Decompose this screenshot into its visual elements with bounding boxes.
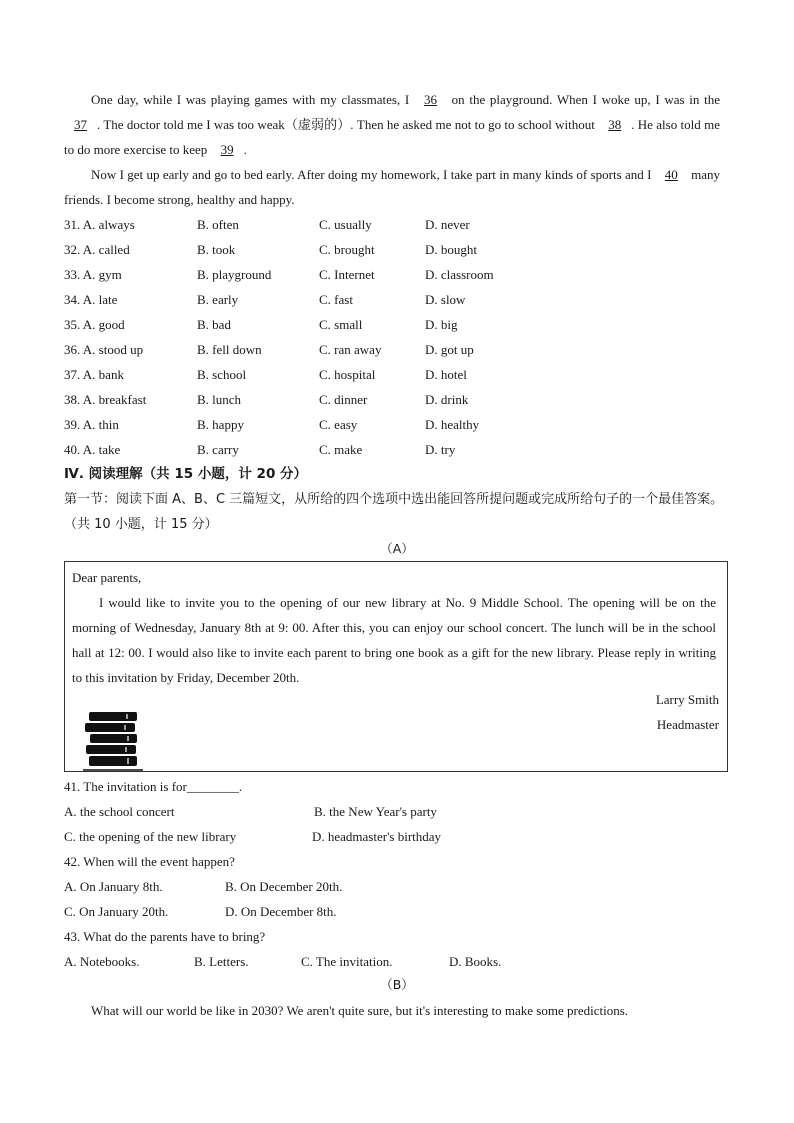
option-row — [64, 387, 724, 412]
option-choice: D. drink — [425, 392, 469, 407]
option-choice: C. fast — [319, 292, 353, 307]
answer-choice: A. the school concert — [64, 804, 175, 819]
passage-b-intro: What will our world be like in 2030? We aren't quite sure, but it's interesting to make some predictions. — [91, 1003, 628, 1018]
section-title: Ⅳ. 阅读理解（共 15 小题，计 20 分） — [64, 466, 308, 482]
answer-row — [64, 799, 724, 824]
option-choice: D. never — [425, 217, 470, 232]
option-choice: B. often — [197, 217, 239, 232]
answer-choice: B. the New Year's party — [314, 804, 437, 819]
cloze-text: many friends. I become strong, healthy and happy. — [64, 167, 720, 207]
option-choice: 40. A. take — [64, 442, 121, 457]
option-row — [64, 237, 724, 262]
option-choice: C. Internet — [319, 267, 375, 282]
answer-choice: B. On December 20th. — [225, 879, 343, 894]
passage-a-label: （A） — [380, 541, 414, 556]
cloze-text: . The doctor told me I was too weak（虚弱的）. Then he asked me not to go to school without — [97, 117, 599, 132]
option-row — [64, 337, 724, 362]
blank-36: 36 — [423, 92, 437, 107]
cloze-text: on the playground. When I woke up, I was in the — [446, 92, 720, 107]
option-choice: C. usually — [319, 217, 372, 232]
question-stem: 41. The invitation is for________. — [64, 779, 243, 794]
answer-choice: A. On January 8th. — [64, 879, 163, 894]
option-choice: C. hospital — [319, 367, 376, 382]
option-row — [64, 262, 724, 287]
option-choice: B. bad — [197, 317, 231, 332]
option-choice: 33. A. gym — [64, 267, 122, 282]
option-choice: B. lunch — [197, 392, 242, 407]
option-choice: 35. A. good — [64, 317, 125, 332]
answer-choice: D. Books. — [449, 954, 502, 969]
option-choice: B. playground — [197, 267, 272, 282]
option-row — [64, 212, 724, 237]
option-row — [64, 412, 724, 437]
answer-choice: C. The invitation. — [301, 954, 393, 969]
option-choice: C. small — [319, 317, 363, 332]
option-choice: B. happy — [197, 417, 244, 432]
option-choice: B. fell down — [197, 342, 262, 357]
option-choice: 32. A. called — [64, 242, 130, 257]
option-choice: C. make — [319, 442, 363, 457]
option-choice: B. took — [197, 242, 236, 257]
option-choice: 31. A. always — [64, 217, 135, 232]
option-row — [64, 287, 724, 312]
blank-39: 39 — [220, 142, 234, 157]
option-choice: C. dinner — [319, 392, 368, 407]
signature-name: Larry Smith — [655, 692, 719, 707]
blank-37: 37 — [74, 117, 87, 132]
option-choice: D. healthy — [425, 417, 480, 432]
answer-choice: D. headmaster's birthday — [312, 829, 442, 844]
answer-row — [64, 949, 724, 974]
option-choice: B. carry — [197, 442, 239, 457]
answer-row — [64, 824, 724, 849]
signature-title: Headmaster — [656, 717, 719, 732]
cloze-text: . — [243, 142, 247, 157]
question-stem: 43. What do the parents have to bring? — [64, 929, 266, 944]
books-stack-icon — [83, 710, 143, 772]
cloze-text: One day, while I was playing games with my classmates, I — [91, 92, 414, 107]
option-choice: B. school — [197, 367, 247, 382]
option-choice: C. ran away — [319, 342, 382, 357]
blank-40: 40 — [664, 167, 678, 182]
cloze-paragraph-2 — [64, 162, 720, 212]
option-choice: 38. A. breakfast — [64, 392, 147, 407]
question-stem: 42. When will the event happen? — [64, 854, 235, 869]
answer-row — [64, 899, 724, 924]
invitation-box — [64, 561, 728, 772]
answer-choice: A. Notebooks. — [64, 954, 140, 969]
answer-row — [64, 874, 724, 899]
option-choice: D. got up — [425, 342, 474, 357]
option-choice: D. classroom — [425, 267, 494, 282]
option-choice: 39. A. thin — [64, 417, 119, 432]
option-choice: D. big — [425, 317, 458, 332]
answer-choice: D. On December 8th. — [225, 904, 337, 919]
option-choice: D. try — [425, 442, 456, 457]
cloze-paragraph-1 — [64, 87, 720, 162]
answer-choice: B. Letters. — [194, 954, 249, 969]
option-choice: 36. A. stood up — [64, 342, 144, 357]
option-choice: D. hotel — [425, 367, 467, 382]
cloze-text: Now I get up early and go to bed early. After doing my homework, I take part in many kinds of sports and I — [91, 167, 655, 182]
option-choice: D. slow — [425, 292, 466, 307]
invitation-greeting: Dear parents, — [72, 570, 142, 585]
option-row — [64, 362, 724, 387]
passage-b-label: （B） — [380, 977, 414, 992]
option-choice: D. bought — [425, 242, 477, 257]
blank-38: 38 — [608, 117, 622, 132]
option-row — [64, 437, 724, 462]
section-instruction: 第一节：阅读下面 A、B、C 三篇短文，从所给的四个选项中选出能回答所提问题或完成所给句子的一个最佳答案。（共 10 小题，计 15 分） — [64, 492, 724, 532]
option-choice: 34. A. late — [64, 292, 118, 307]
cloze-text: . He also told me to do more exercise to keep — [64, 117, 720, 157]
option-choice: C. brought — [319, 242, 375, 257]
answer-choice: C. On January 20th. — [64, 904, 169, 919]
answer-choice: C. the opening of the new library — [64, 829, 237, 844]
option-row — [64, 312, 724, 337]
invitation-body: I would like to invite you to the opening of our new library at No. 9 Middle School. The opening will be on the morning of Wednesday, January 8th at 9: 00. After this, you can enjoy our school concert. The lunch will be in the school hall at 12: 00. I would also like to invite each parent to bring one book as a gift for the new library. Please reply in writing to this invitation by Friday, December 20th. — [72, 595, 716, 685]
option-choice: C. easy — [319, 417, 358, 432]
option-choice: 37. A. bank — [64, 367, 124, 382]
option-choice: B. early — [197, 292, 239, 307]
